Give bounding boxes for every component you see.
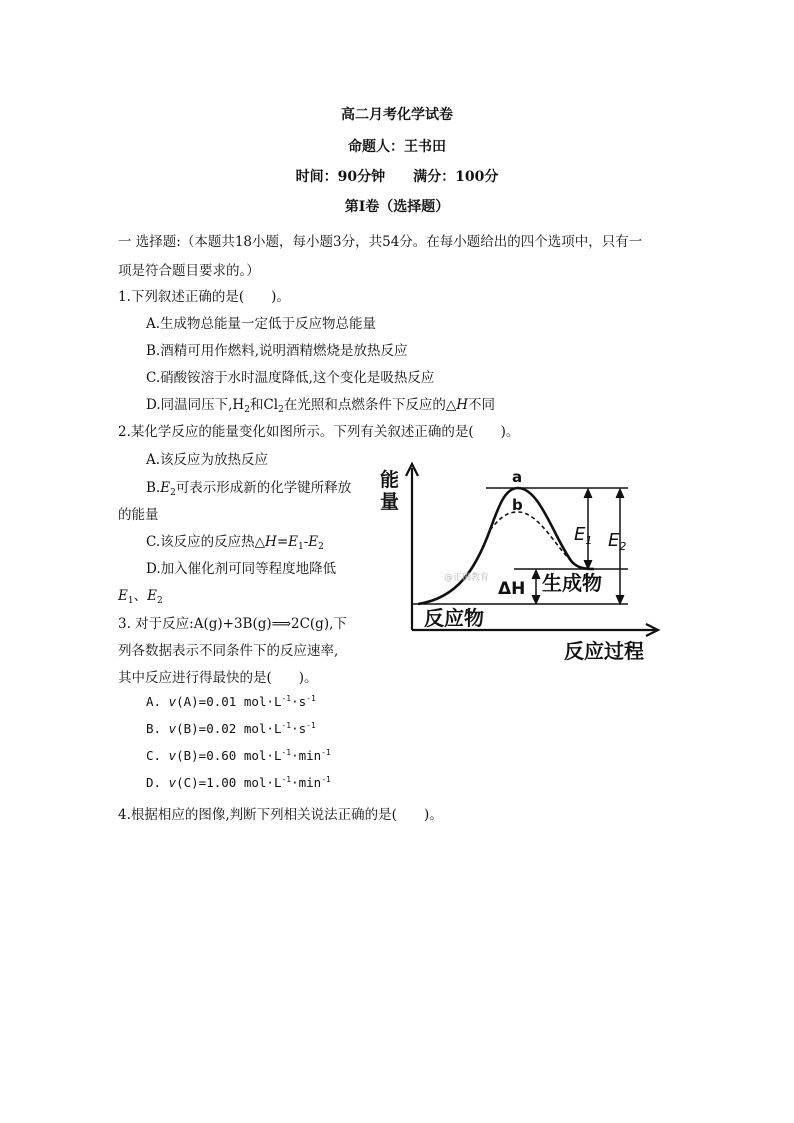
q1-option-a: A.生成物总能量一定低于反应物总能量 xyxy=(146,316,377,332)
q3-c-mid: ·min xyxy=(291,748,322,763)
q2-b-prefix: B. xyxy=(146,480,161,496)
q2-c-minus: - xyxy=(303,534,309,550)
q3-c-body: (B)=0.60 mol·L xyxy=(176,748,282,763)
curve-b xyxy=(490,512,572,562)
energy-diagram xyxy=(378,458,668,663)
q3-option-a xyxy=(146,694,316,709)
q3-stem-line2: 列各数据表示不同条件下的反应速率, xyxy=(118,643,339,659)
q3-c-prefix: C. xyxy=(146,748,169,763)
watermark: @正确教育 xyxy=(444,573,490,583)
q3-b-mid: ·s xyxy=(291,721,307,736)
e2-arrow-head-top xyxy=(616,489,624,498)
q1-d-text-4: 不同 xyxy=(468,397,495,413)
q1-d-sub-2: 2 xyxy=(278,405,284,415)
q2-d-e2: E xyxy=(147,588,157,604)
exam-title: 高二月考化学试卷 xyxy=(341,107,453,123)
dh-label: ΔH xyxy=(498,579,526,599)
q1-option-d xyxy=(146,393,495,415)
q2-c-s1: 1 xyxy=(297,542,304,552)
q3-d-mid: ·min xyxy=(291,775,322,790)
q2-b-e: E xyxy=(160,480,171,496)
q1-d-text-3: 在光照和点燃条件下反应的△ xyxy=(283,397,457,413)
peak-b-label: b xyxy=(512,496,523,514)
dh-arrow-head-top xyxy=(532,570,540,579)
q2-c-h: H xyxy=(265,534,277,550)
q1-option-b: B.酒精可用作燃料,说明酒精燃烧是放热反应 xyxy=(146,343,408,359)
e2-arrow-head-bottom xyxy=(616,595,624,604)
q3-stem-line1: 3. 对于反应:A(g)+3B(g)⟹2C(g),下 xyxy=(118,616,347,632)
q3-b-u1: -1 xyxy=(281,721,292,730)
reactant-label: 反应物 xyxy=(424,606,484,630)
q3-a-u1: -1 xyxy=(281,694,292,703)
q3-option-d xyxy=(146,775,331,790)
q3-b-v: v xyxy=(168,721,177,736)
q3-b-u2: -1 xyxy=(306,721,316,730)
y-axis-label-1: 能 xyxy=(380,469,400,491)
e1-label: $E_1$ xyxy=(574,524,593,547)
q4-stem: 4.根据相应的图像,判断下列相关说法正确的是( )。 xyxy=(118,807,443,823)
q2-d-s1: 1 xyxy=(127,596,134,606)
peak-a-label: a xyxy=(512,468,523,486)
q2-c-s2: 2 xyxy=(318,542,324,552)
q3-a-prefix: A. xyxy=(146,694,169,709)
q3-d-v: v xyxy=(168,775,177,790)
q2-b-sub: 2 xyxy=(170,488,176,498)
q1-d-sub-1: 2 xyxy=(244,405,250,415)
q3-stem-line3: 其中反应进行得最快的是( )。 xyxy=(118,670,318,686)
q3-a-u2: -1 xyxy=(306,694,316,703)
q1-d-text-1: D.同温同压下,H xyxy=(146,397,245,413)
q2-option-b-continued: 的能量 xyxy=(118,507,159,523)
dh-arrow-head-bottom xyxy=(532,595,540,604)
q3-b-prefix: B. xyxy=(146,721,169,736)
q3-a-mid: ·s xyxy=(291,694,307,709)
q2-d-comma: 、 xyxy=(133,588,148,604)
q1-d-h: H xyxy=(456,397,468,413)
q2-option-c xyxy=(146,530,324,552)
q1-stem: 1.下列叙述正确的是( )。 xyxy=(118,289,290,305)
q3-d-u1: -1 xyxy=(281,775,292,784)
q2-option-d: D.加入催化剂可同等程度地降低 xyxy=(146,561,337,577)
exam-author: 命题人：王书田 xyxy=(348,139,446,155)
q3-a-body: (A)=0.01 mol·L xyxy=(176,694,282,709)
q2-c-e1: E xyxy=(288,534,298,550)
section-instructions-line1: 一 选择题:（本题共18小题，每小题3分，共54分。在每小题给出的四个选项中，只有一 xyxy=(118,234,643,250)
exam-score: 满分：100分 xyxy=(413,169,499,185)
q2-b-text: 可表示形成新的化学键所释放 xyxy=(175,480,352,496)
x-axis-label: 反应过程 xyxy=(564,639,644,663)
exam-time-score xyxy=(0,166,794,186)
q2-option-a: A.该反应为放热反应 xyxy=(146,452,269,468)
q3-d-u2: -1 xyxy=(321,775,331,784)
q2-option-b xyxy=(146,476,351,498)
exam-time: 时间：90分钟 xyxy=(295,169,386,185)
q3-c-u1: -1 xyxy=(281,748,292,757)
q2-c-prefix: C.该反应的反应热△ xyxy=(146,534,266,550)
q2-option-d-continued xyxy=(118,584,163,606)
q2-d-e1: E xyxy=(118,588,128,604)
q3-d-body: (C)=1.00 mol·L xyxy=(176,775,282,790)
y-axis-label-2: 量 xyxy=(380,491,400,513)
q3-c-v: v xyxy=(168,748,177,763)
section-instructions-line2: 项是符合题目要求的。） xyxy=(118,263,260,279)
q2-stem: 2.某化学反应的能量变化如图所示。下列有关叙述正确的是( )。 xyxy=(118,424,520,440)
exam-part-title: 第Ⅰ卷（选择题） xyxy=(344,199,450,215)
q3-a-v: v xyxy=(168,694,177,709)
q2-c-eq: = xyxy=(276,534,289,550)
q1-d-text-2: 和Cl xyxy=(249,397,279,413)
q2-c-e2: E xyxy=(308,534,319,550)
q3-option-c xyxy=(146,748,331,763)
q3-option-b xyxy=(146,721,316,736)
q3-b-body: (B)=0.02 mol·L xyxy=(176,721,282,736)
q1-option-c: C.硝酸铵溶于水时温度降低,这个变化是吸热反应 xyxy=(146,370,435,386)
q3-d-prefix: D. xyxy=(146,775,169,790)
e2-label: $E_2$ xyxy=(608,530,627,553)
e1-arrow-head-top xyxy=(584,489,592,498)
q2-d-s2: 2 xyxy=(156,596,163,606)
product-label: 生成物 xyxy=(542,571,602,595)
q3-c-u2: -1 xyxy=(321,748,331,757)
